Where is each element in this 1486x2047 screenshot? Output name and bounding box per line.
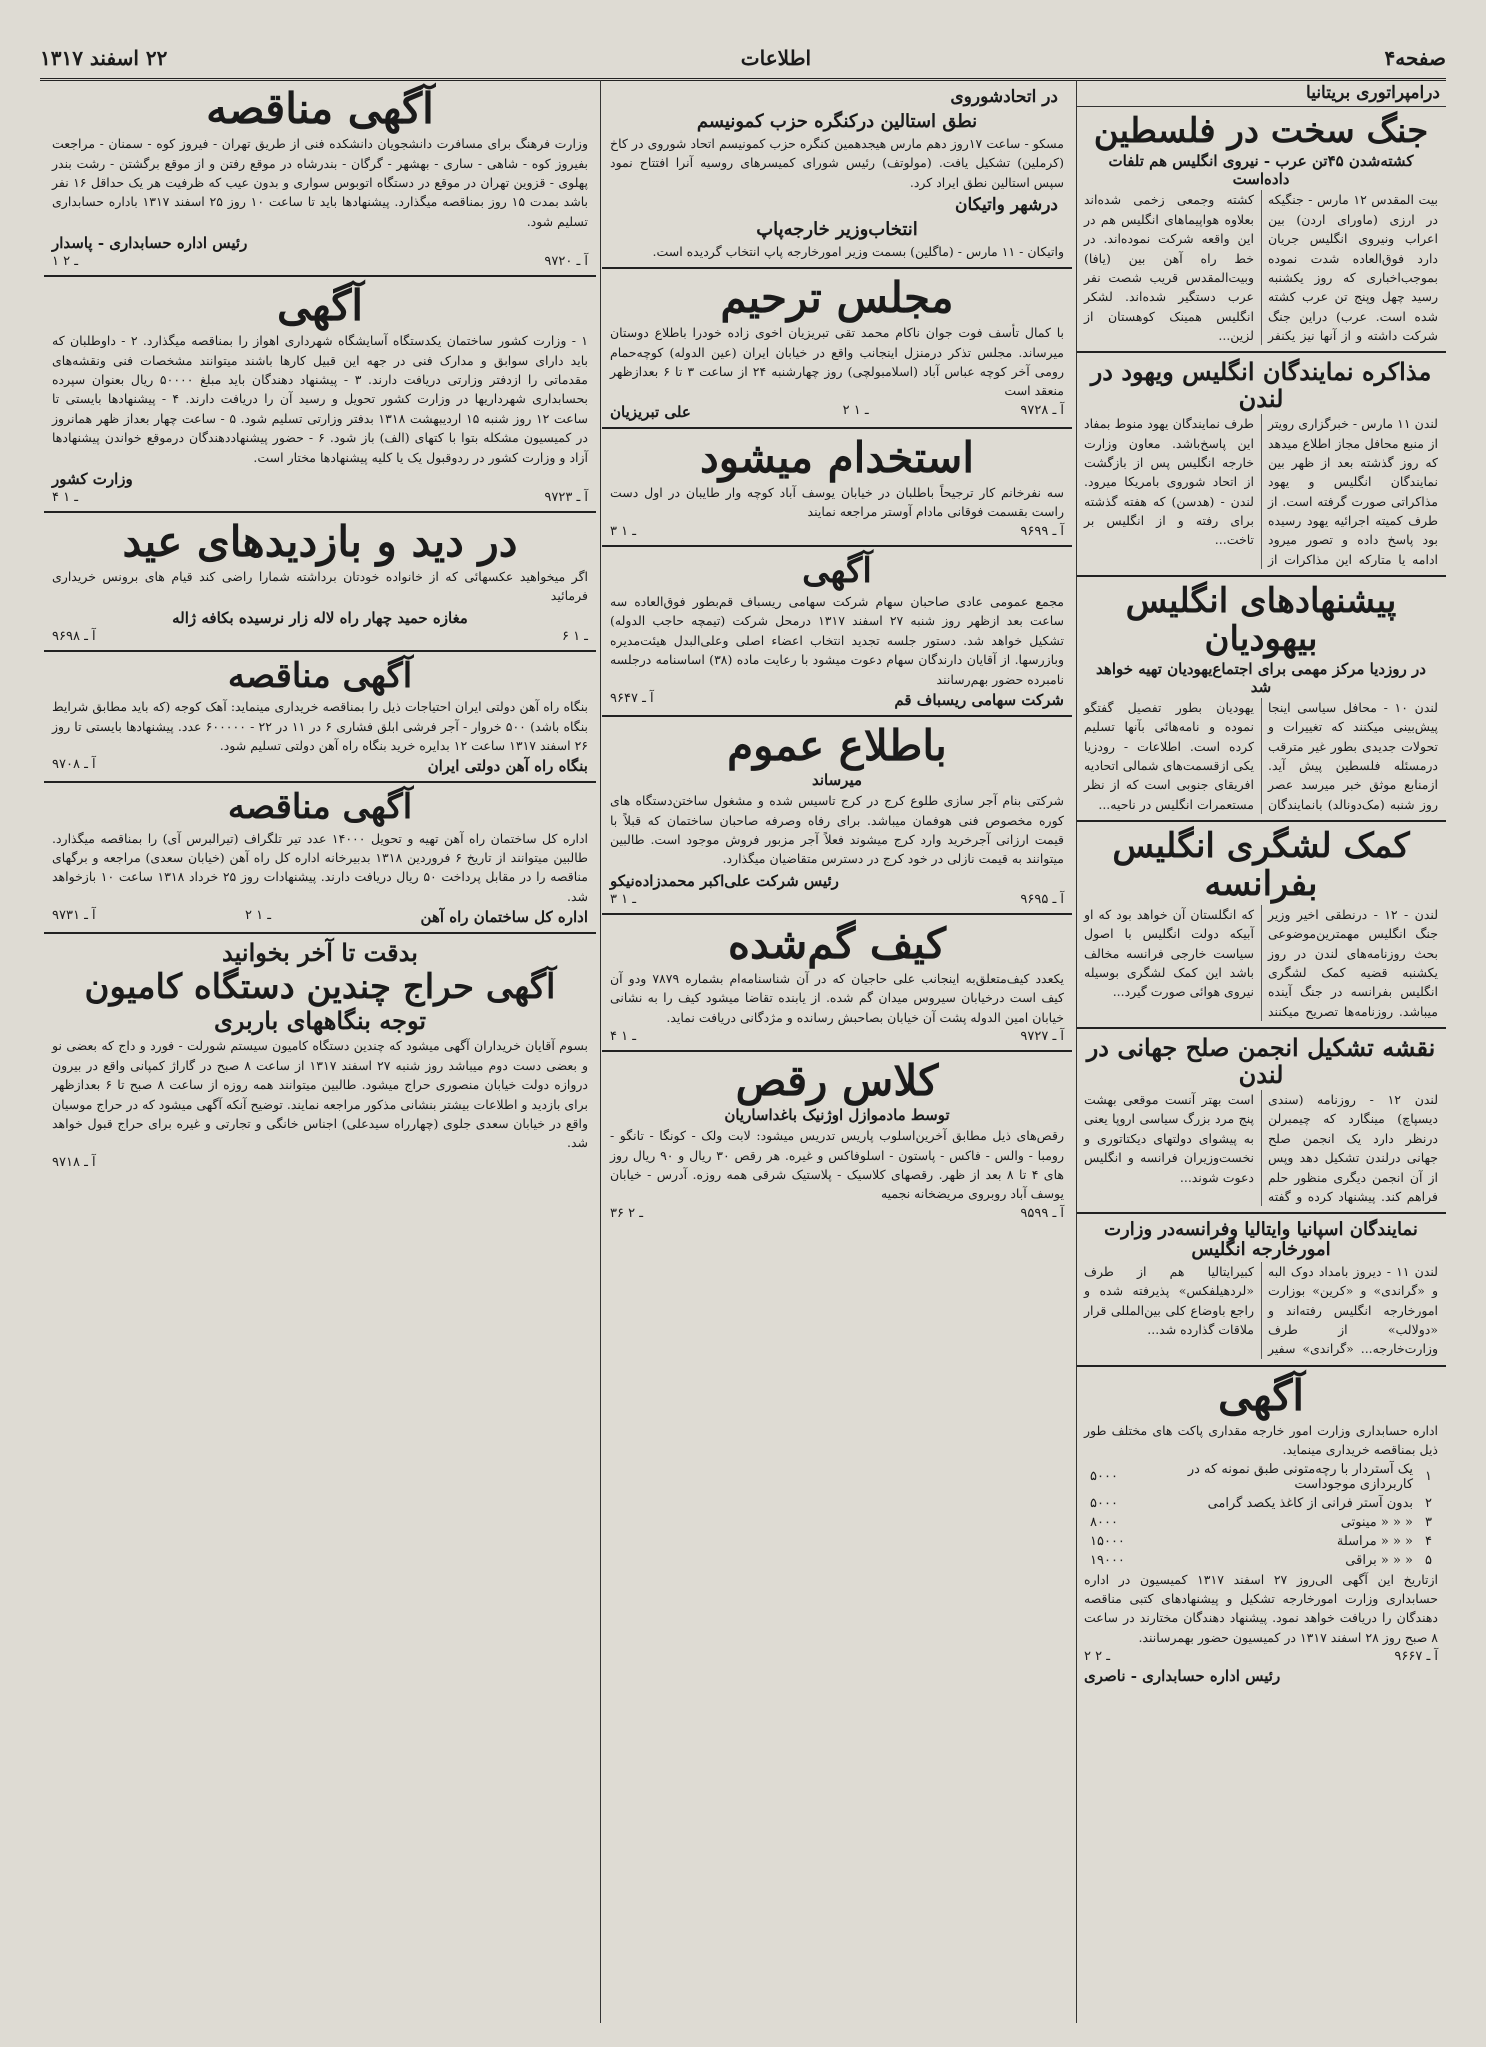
ad-body: اداره کل ساختمان راه آهن تهیه و تحویل ۱۴۰۰۰ عدد تیر تلگراف (تیرالبرس آی) را بمناقصه میگذارد. طالبین میتوانند از تاریخ ۶ فروردین ۱۳۱۸ بدبیرخانه اداره کل راه آهن (خیابان سعدی) مراجعه و برگهای مناقصه را در مقابل پرداخت ۵۰ ریال دریافت دارند. پیشنهادات روز ۲۵ خرداد ۱۳۱۸ ساعت ۱۰ بازخواهد شد. — [52, 830, 588, 904]
column-rule — [600, 80, 601, 2023]
article-body: لندن ۱۱ مارس - خبرگزاری رویتر از منبع محافل مجاز اطلاع میدهد که روز گذشته بعد از ظهر بین نمایندگان انگلیس و یهود مذاکراتی صورت گرفته است. از طرف کمیته اجرائیه یهود رسیده بود پاسخ داده و تصور میرود ادامه یا متارکه این مذاکرات از طرف نمایندگان یهود منوط بمفاد این پاسخ‌باشد. معاون وزارت خارجه انگلیس پس از بازگشت از اتحاد شوروی بامریکا میرود. لندن - (هدسن) که هفته گذشته برای رفته و از انگلیس بر تاخت... — [1084, 416, 1438, 567]
article-body: بیت المقدس ۱۲ مارس - جنگیکه در ارزی (ماورای اردن) بین اعراب ونیروی انگلیس جریان دارد فوق‌العاده شدت نموده بموجب‌اخباری که روز یکشنبه رسید چهل وپنج تن عرب کشته شده است. عرب) دراین جنگ شرکت داشته و از آنها نیز یکنفر کشته وجمعی زخمی شده‌اند بعلاوه هواپیماهای انگلیس هم در این واقعه شرکت نموده‌اند. در خط راه آهن بین (یافا) وبیت‌المقدس قریب شصت نفر عرب دستگیر شده‌اند. لشکر انگلیس همینک کوهستان از لزین... — [1084, 192, 1439, 344]
article-jewish-proposals — [1076, 577, 1446, 822]
ad-hiring — [602, 429, 1072, 547]
article-peace-assembly — [1076, 1029, 1446, 1214]
ad-title: آگهی — [276, 281, 364, 331]
ad-subtitle: میرساند — [811, 771, 863, 790]
envelope-qty: ۱۹۰۰۰ — [1090, 1552, 1125, 1568]
envelope-text: « « « مراسلة — [1336, 1533, 1414, 1549]
ad-code: ۴ ـ ۱ آ ـ ۹۷۲۷ — [610, 1028, 1064, 1044]
ad-memorial — [602, 269, 1072, 429]
article-kicker: در اتحادشوروی — [950, 87, 1058, 107]
ad-title: مجلس ترحیم — [720, 273, 954, 323]
article-subtitle: کشته‌شدن ۴۵تن عرب - نیروی انگلیس هم تلفات داده‌است — [1108, 152, 1414, 189]
right-column — [1076, 80, 1446, 2023]
ad-code: علی تبریزیان ۲ ـ ۱ آ ـ ۹۷۲۸ — [610, 402, 1064, 421]
ad-body: وزارت فرهنگ برای مسافرت دانشجویان دانشکده فنی از طریق تهران - فیروز کوه - سمنان - مراجعت بفیروز کوه - شاهی - ساری - بهشهر - گرگان - بندرشاه در موقع رفتن و از موقع برگشتن - رشت بندر پهلوی - قزوین تهران در موقع در دستگاه اتوبوس سواری و بدون عیب که ظرفیت هر یک حداقل ۱۶ نفر باشد بمدت ۱۵ روز بمناقصه میگذارد. پیشنهادها باید تا ساعت ۱۰ روز ۲۵ اسفند ۱۳۱۷ باداره حسابداری تسلیم شود. — [52, 136, 588, 229]
ad-title: در دید و بازدیدهای عید — [122, 516, 518, 566]
ad-body: ازتاریخ این آگهی الی‌روز ۲۷ اسفند ۱۳۱۷ کمیسیون در اداره حسابداری وزارت امورخارجه تشکیل و پیشنهادهای کتبی مناقصه دهندگان را دریافت خواهد نمود. پیشنهاد دهندگان مختارند در ساعت ۸ صبح روز ۲۸ اسفند ۱۳۱۷ در کمیسیون حضور بهمرسانند. — [1084, 1571, 1439, 1645]
page-header — [40, 38, 1446, 81]
article-title: نطق استالین درکنگره حزب کمونیسم — [696, 111, 978, 132]
ad-title: استخدام میشود — [699, 432, 975, 482]
ad-code: ۲ ـ ۲ آ ـ ۹۶۶۷ — [1084, 1649, 1438, 1665]
envelope-no: ۳ — [1425, 1514, 1432, 1530]
envelope-row — [1084, 1532, 1438, 1551]
ad-brick-company — [602, 717, 1072, 915]
ad-body: سه نفرخانم کار ترجیحاً باطلبان در خیابان یوسف آباد کوچه وار طایبان در اول دست راست بقسمت فوقانی مادام آوستر مراجعه نمایند — [610, 484, 1064, 520]
ad-body: اگر میخواهید عکسهائی که از خانواده خودتان برداشته شمارا راضی کند قیام های برونس خریداری فرمائید — [52, 569, 588, 604]
article-title: پیشنهادهای انگلیس بیهودیان — [1125, 581, 1397, 659]
ad-title: آگهی — [802, 550, 872, 591]
article-military-aid — [1076, 822, 1446, 1029]
ad-subtitle: توجه بنگاههای باربری — [213, 1006, 427, 1035]
article-palestine-war — [1076, 107, 1446, 353]
left-column — [44, 80, 596, 2023]
article-body: لندن ۱۰ - محافل سیاسی اینجا پیش‌بینی میکنند که تغییرات و تحولات جدیدی بطور غیر مترقب درمسئله فلسطین پیش آید. ازمنابع موثق خبر میرسد عصر روز شنبه (مک‌دونالد) بانمایندگان یهودیان بطور تفصیل گفتگو نموده و نامه‌هائی بآنها تسلیم کرده است. اطلاعات - رودزیا یکی ازقسمت‌های شمالی اتحادیه افریقای جنوبی است که از نظر مستعمرات انگلیس در ناحیه... — [1084, 699, 1438, 812]
paper-name: اطلاعات — [740, 46, 812, 70]
envelope-no: ۵ — [1425, 1552, 1432, 1568]
article-title: انتخاب‌وزیر خارجه‌پاپ — [756, 218, 918, 240]
article-body: لندن ۱۱ - دیروز بامداد دوک البه و «گراندی» و «کرین» بوزارت امورخارجه انگلیس رفته‌اند و «دولالب» از طرف وزارت‌خارجه... «گراندی» سفیر کبیرایتالیا هم از طرف «لردهیلفکس» پذیرفته شده و راجع باوضاع کلی بین‌المللی قرار ملاقات گذارده شد... — [1084, 1263, 1438, 1357]
ad-railway-tender — [44, 652, 596, 784]
ad-truck-auction — [44, 934, 596, 1175]
ad-subtitle: توسط مادموازل اوژنیک باغداساریان — [724, 1106, 950, 1125]
ad-interior-ministry — [44, 277, 596, 513]
ad-body: مجمع عمومی عادی صاحبان سهام شرکت سهامی ریسباف قم‌بطور فوق‌العاده سه ساعت بعد ازظهر روز شنبه ۲۷ اسفند ۱۳۱۷ درمحل شرکت (تیمچه حاجب الدوله) تشکیل خواهد شد. دستور جلسه تجدید انتخاب اعضاء اصلی وعلی‌البدل هیئت‌مدیره وبازرسها. از آقایان دارندگان سهام دعوت میشود با رعایت ماده (۳۸) اساسنامه درجلسه نامبرده حضور بهم‌رسانند — [610, 594, 1064, 687]
envelope-text: « « « مینوتی — [1340, 1514, 1414, 1530]
article-title: مذاکره نمایندگان انگلیس ویهود در لندن — [1090, 357, 1432, 413]
article-body: واتیکان - ۱۱ مارس - (ماگلین) بسمت وزیر امورخارجه پاپ انتخاب گردیده است. — [652, 243, 1064, 259]
envelope-text: بدون آستر فرانی از کاغذ یکصد گرامی — [1207, 1495, 1414, 1511]
ad-title: کلاس رقص — [735, 1055, 939, 1105]
ad-title: آگهی مناقصه — [206, 84, 434, 133]
ad-title: کیف گم‌شده — [728, 918, 946, 968]
article-body: مسکو - ساعت ۱۷روز دهم مارس هیجدهمین کنگره حزب کمونیسم اتحاد شوروی در کاخ (کرملین) تشکیل یافت. (مولوتف) رئیس شورای کمیسرهای روسیه آنرا افتتاح نمود سپس استالین نطق ایراد کرد. — [610, 135, 1065, 190]
ad-code: ۳ ـ ۱ آ ـ ۹۶۹۵ — [610, 891, 1064, 907]
ad-body: با کمال تأسف فوت جوان ناکام محمد تقی تبریزیان اخوی زاده خودرا باطلاع دوستان میرساند. مجلس تذکر درمنزل اینجانب واقع در خیابان ایران (عین الدوله) کوچه‌حمام رومی آخر کوچه عباس آباد (اسلامبولچی) روز چهارشنبه ۲۴ از ساعت ۳ تا ۶ بعدازظهر منعقد است — [610, 325, 1064, 399]
envelope-row — [1084, 1513, 1438, 1532]
middle-column — [602, 80, 1072, 2023]
ad-body: یکعدد کیف‌متعلق‌به اینجانب علی حاجیان که در آن شناسنامه‌ام بشماره ۷۸۷۹ ودو آن کیف است درخیابان سیروس میدان گم شده. از یابنده تقاضا میشود کیف را به نشانی خیابان امین الدوله پشت آن خیابان بصاحبش رسانده و مژدگانی دریافت نماید. — [610, 970, 1064, 1025]
article-body: لندن - ۱۲ - درنطقی اخیر وزیر جنگ انگلیس مهمترین‌موضوعی بحث روزنامه‌های لندن در روز یکشنبه قضیه کمک لشگری انگلیس بفرانسه در جنگ آینده میباشد. روزنامه‌ها تصریح میکنند که انگلستان آن خواهد بود که او آبیکه دولت انگلیس با اصول سیاست خارجی فرانسه مخالف باشد این کمک لشگری بوسیله نیروی هوائی صورت گیرد... — [1084, 906, 1438, 1019]
envelope-text: یک آستردار با رچه‌متونی طبق نمونه که در کاربردازی موجوداست — [1187, 1461, 1414, 1492]
section-title: درامپراتوری بریتانیا — [1076, 80, 1446, 107]
article-kicker: درشهر واتیکان — [954, 194, 1058, 215]
ad-dance-class — [602, 1052, 1072, 1227]
article-body: لندن ۱۲ - روزنامه (سندی دیسپاچ) مینگارد که چیمبرلن درنظر دارد یک انجمن صلح جهانی درلندن تشکیل دهد وپس از آن انجمن دیگری منظور حلم فراهم کند. پیشنهاد کرده و گفته است بهتر آنست‌ موقعی بهشت پنج مرد بزرگ سیاسی اروپا یعنی به پیشوای دولتهای دیکتاتوری و نخست‌وزیران فرانسه و انگلیس دعوت شوند... — [1084, 1092, 1439, 1204]
ad-code: ۴ ـ ۱ آ ـ ۹۷۲۳ — [52, 489, 588, 505]
ad-body: رقص‌های ذیل مطابق آخرین‌اسلوب پاریس تدریس میشود: لابت ولک - کونگا - تانگو - رومبا - والس - فاکس - پاستون - اسلوفاکس و غیره. هر رقص ۳۰ ریال و ۹۰ ریال روز های ۴ تا ۸ بعد از ظهر. رقصهای کلاسیک - پلاستیک شرقی همه روزه. آدرس - خیابان یوسف آباد روبروی مریضخانه نجمیه — [610, 1128, 1064, 1202]
envelope-qty: ۱۵۰۰۰ — [1090, 1533, 1125, 1549]
ad-code: آ ـ ۹۷۰۸ بنگاه راه آهن دولتی ایران — [52, 757, 588, 776]
ad-signature: وزارت کشور — [52, 469, 133, 488]
ad-title: آگهی مناقصه — [227, 655, 413, 696]
envelope-no: ۲ — [1425, 1495, 1432, 1511]
envelope-qty: ۵۰۰۰ — [1090, 1495, 1118, 1511]
page-number: صفحه۴ — [1384, 46, 1446, 70]
ad-title: آگهی — [1217, 1370, 1305, 1420]
ad-culture-tender — [44, 80, 596, 277]
ad-body: بنگاه راه آهن دولتی ایران احتیاجات ذیل را بمناقصه خریداری مینماید: آهک کوجه (که باید مطابق شرایط بنگاه باشد) ۵۰۰ خروار - آجر فرشی ابلق فشاری ۶ در ۱۱ در ۲۲ - ۶۰۰۰۰۰ عدد. پیشنهادها بایستی تا روز ۲۶ اسفند ۱۳۱۷ ساعت ۱۲ بدایره خرید بنگاه راه آهن دولتی تسلیم شود. — [52, 699, 588, 753]
article-title: نقشه تشکیل انجمن صلح جهانی در لندن — [1086, 1033, 1436, 1089]
ad-body: ۱ - وزارت کشور ساختمان یکدستگاه آسایشگاه شهرداری اهواز را بمناقصه میگذارد. ۲ - داوطلبان که باید دارای سوابق و مدارک فنی در جهه این قبیل کارها باشند میتوانند مشخصات فنی ونقشه‌های مقدماتی را ازدفتر وزارتی دریافت دارند. ۳ - پیشنهاد دهندگان باید مبلغ ۵۰۰۰۰ ریال بعنوان سپرده بحسابداری شهرداریها در وزارت کشور تحویل و رسید آن را دریافت دارند. ۴ - پیشنهادها بایستی تا ساعت ۱۲ روز شنبه ۱۵ اردیبهشت ۱۳۱۸ بدفتر وزارتی تسلیم شود. ۵ - ساعت چهار بعداز ظهر همانروز در کمیسیون مشکله بتوا با کتهای (الف) باز شود. ۶ - حضور پیشنهاددهندگان درموقع خواندن پیشنهادها آزاد و وزارت کشور در ردوقبول یک یا کلیه پیشنهادها مختار است. — [52, 333, 588, 465]
envelope-text: « « « براقی — [1345, 1552, 1414, 1568]
article-soviet — [602, 80, 1072, 269]
ad-body: بسوم آقایان خریداران آگهی میشود که چندین دستگاه کامیون سیستم شورلت - فورد و داج که بعضی نو و بعضی دست دوم میباشد روز شنبه ۲۷ اسفند ۱۳۱۷ از ساعت ۸ صبح در گاراژ کمپانی واقع در بیرون دروازه دولت خیابان منصوری حراج میشود. طالبین میتوانند همه روزه از ساعت ۸ صبح تا ۶ بعدازظهر برای بازدید و اطلاعات بیشتر بنشانی مذکور مراجعه نمایند. توضیح آنکه آگهی میشود که در حراج موسیان واقع در خیابان سعدی جلوی (چهارراه سیدعلی) اجناس خانگی و تجارتی و غیره برای حراج قبول خواهد شد. — [52, 1038, 588, 1151]
article-foreign-envoys — [1076, 1214, 1446, 1366]
ad-lost-bag — [602, 915, 1072, 1052]
ad-pretitle: بدقت تا آخر بخوانید — [222, 938, 418, 968]
envelope-no: ۴ — [1425, 1533, 1432, 1549]
ad-title: آگهی حراج چندین دستگاه کامیون — [84, 966, 556, 1007]
ad-signature: رئیس اداره حسابداری - ناصری — [1084, 1667, 1281, 1686]
article-subtitle: در روزدیا مرکز مهمی برای اجتماع‌یهودیان تهیه خواهد شد — [1096, 659, 1426, 696]
issue-date: ۲۲ اسفند ۱۳۱۷ — [40, 46, 168, 70]
article-london-talks — [1076, 353, 1446, 577]
ad-code: آ ـ ۹۶۹۸ ۶ ـ ۱ — [52, 628, 588, 644]
envelope-row — [1084, 1551, 1438, 1570]
column-rule — [1076, 80, 1077, 2023]
envelope-qty: ۵۰۰۰ — [1090, 1469, 1118, 1485]
article-title: کمک لشگری انگلیس بفرانسه — [1112, 826, 1410, 904]
ad-body: شرکتی بنام آجر سازی طلوع کرج در کرج تاسیس شده و مشغول ساختن‌دستگاه های کوره مخصوص فنی هوفمان میباشد. برای رفاه وصرفه صاحبان ساختمان که قبلاً با قیمت ارزانی آجرخرید وارد کرج میشوند فعلاً آجر مزبور فروش موجود است. طالبین میتوانند به قیمت نازلی در خود کرج در دسترس متقاضیان میگذارد. — [610, 793, 1064, 867]
envelope-row — [1084, 1494, 1438, 1513]
envelope-row — [1084, 1460, 1438, 1494]
ad-telegraph-poles — [44, 783, 596, 934]
ad-intro: اداره حسابداری وزارت امور خارجه مقداری پاکت های مختلف طور ذیل بمناقصه خریداری مینماید. — [1084, 1422, 1438, 1458]
ad-code: آ ـ ۹۶۴۷ شرکت سهامی ریسباف قم — [610, 690, 1064, 709]
envelope-qty: ۸۰۰۰ — [1090, 1514, 1118, 1530]
ad-holiday-visits — [44, 513, 596, 652]
ad-code: آ ـ ۹۷۱۸ — [52, 1154, 96, 1170]
envelope-list — [1084, 1460, 1438, 1570]
ad-signature: مغازه حمید چهار راه لاله زار نرسیده بکافه ژاله — [172, 608, 468, 627]
ad-shareholders — [602, 547, 1072, 717]
ad-code: ۳۶ ـ ۲ آ ـ ۹۵۹۹ — [610, 1205, 1064, 1221]
envelope-no: ۱ — [1425, 1469, 1432, 1485]
ad-envelope-tender — [1076, 1367, 1446, 1691]
article-title: جنگ سخت در فلسطین — [1093, 111, 1429, 151]
ad-code: ۱ ـ ۲ آ ـ ۹۷۲۰ — [52, 254, 588, 270]
ad-signature: رئیس اداره حسابداری - پاسدار — [52, 234, 248, 253]
ad-code: آ ـ ۹۷۳۱ ۲ ـ ۱ اداره کل ساختمان راه آهن — [52, 908, 588, 927]
article-title: نمایندگان اسپانیا وایتالیا وفرانسه‌در وزارت امورخارجه انگلیس — [1104, 1219, 1418, 1261]
ad-code: ۳ ـ ۱ آ ـ ۹۶۹۹ — [610, 523, 1064, 539]
ad-title: باطلاع عموم — [727, 720, 947, 770]
ad-signature: رئیس شرکت علی‌اکبر محمدزاده‌نیکو — [610, 871, 839, 890]
ad-title: آگهی مناقصه — [227, 787, 413, 828]
